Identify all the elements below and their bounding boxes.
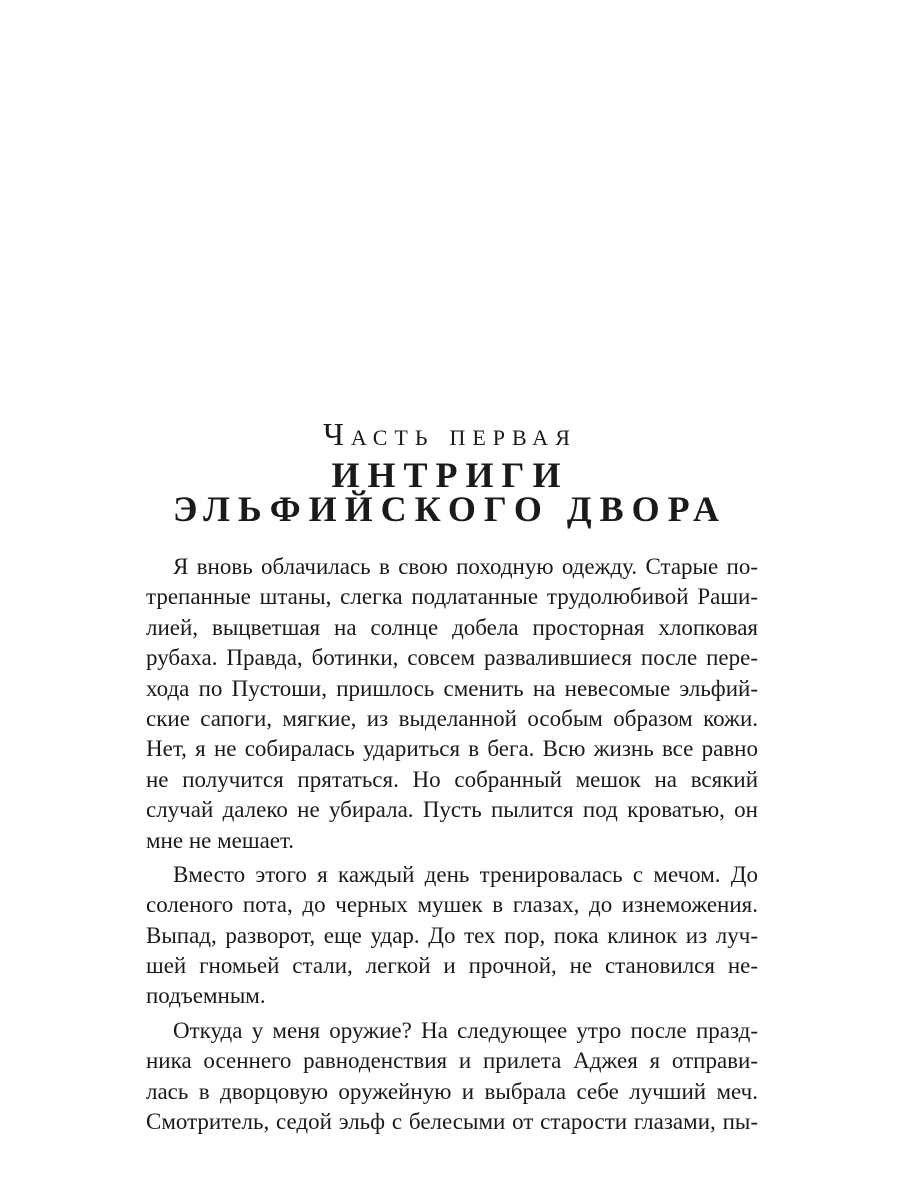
chapter-title-line-1: ИНТРИГИ — [331, 455, 569, 495]
text-line: Нет, я не собиралась удариться в бега. Всю жизнь все равно — [146, 736, 758, 762]
text-line: хода по Пустоши, пришлось сменить на невесомые эльфий- — [146, 675, 758, 701]
paragraph-2 — [146, 860, 758, 1012]
text-line: случай далеко не убирала. Пусть пылится под кроватью, он — [146, 797, 758, 823]
text-line: трепанные штаны, слегка подлатанные трудолюбивой Раши- — [146, 584, 758, 610]
text-line: Вместо этого я каждый день тренировалась с мечом. До — [173, 861, 758, 887]
part-label: Часть первая — [323, 416, 577, 452]
paragraph-3 — [146, 1016, 758, 1138]
text-line: Смотритель, седой эльф с белесыми от старости глазами, пы- — [146, 1109, 758, 1135]
text-line: не получится прятаться. Но собранный мешок на всякий — [146, 766, 758, 792]
text-line: соленого пота, до черных мушек в глазах, до изнеможения. — [146, 892, 758, 918]
text-line: ские сапоги, мягкие, из выделанной особым образом кожи. — [146, 705, 758, 731]
text-line: лась в дворцовую оружейную и выбрала себе лучший меч. — [146, 1078, 758, 1104]
paragraph-1 — [146, 552, 758, 856]
body-text — [146, 552, 758, 1141]
chapter-title-line-2: ЭЛЬФИЙСКОГО ДВОРА — [172, 489, 728, 529]
text-line: ника осеннего равноденствия и прилета Аджея я отправи- — [146, 1048, 758, 1074]
text-line: рубаха. Правда, ботинки, совсем развалившиеся после пере- — [146, 645, 758, 671]
text-line: лией, выцветшая на солнце добела просторная хлопковая — [146, 614, 758, 640]
text-line: Выпад, разворот, еще удар. До тех пор, пока клинок из луч- — [146, 922, 758, 948]
text-line: шей гномьей стали, легкой и прочной, не становился не- — [146, 953, 758, 979]
text-line: подъемным. — [146, 983, 266, 1009]
text-line: Я вновь облачилась в свою походную одежду. Старые по- — [173, 554, 758, 579]
text-line: мне не мешает. — [146, 827, 295, 853]
text-line: Откуда у меня оружие? На следующее утро после празд- — [173, 1017, 758, 1043]
